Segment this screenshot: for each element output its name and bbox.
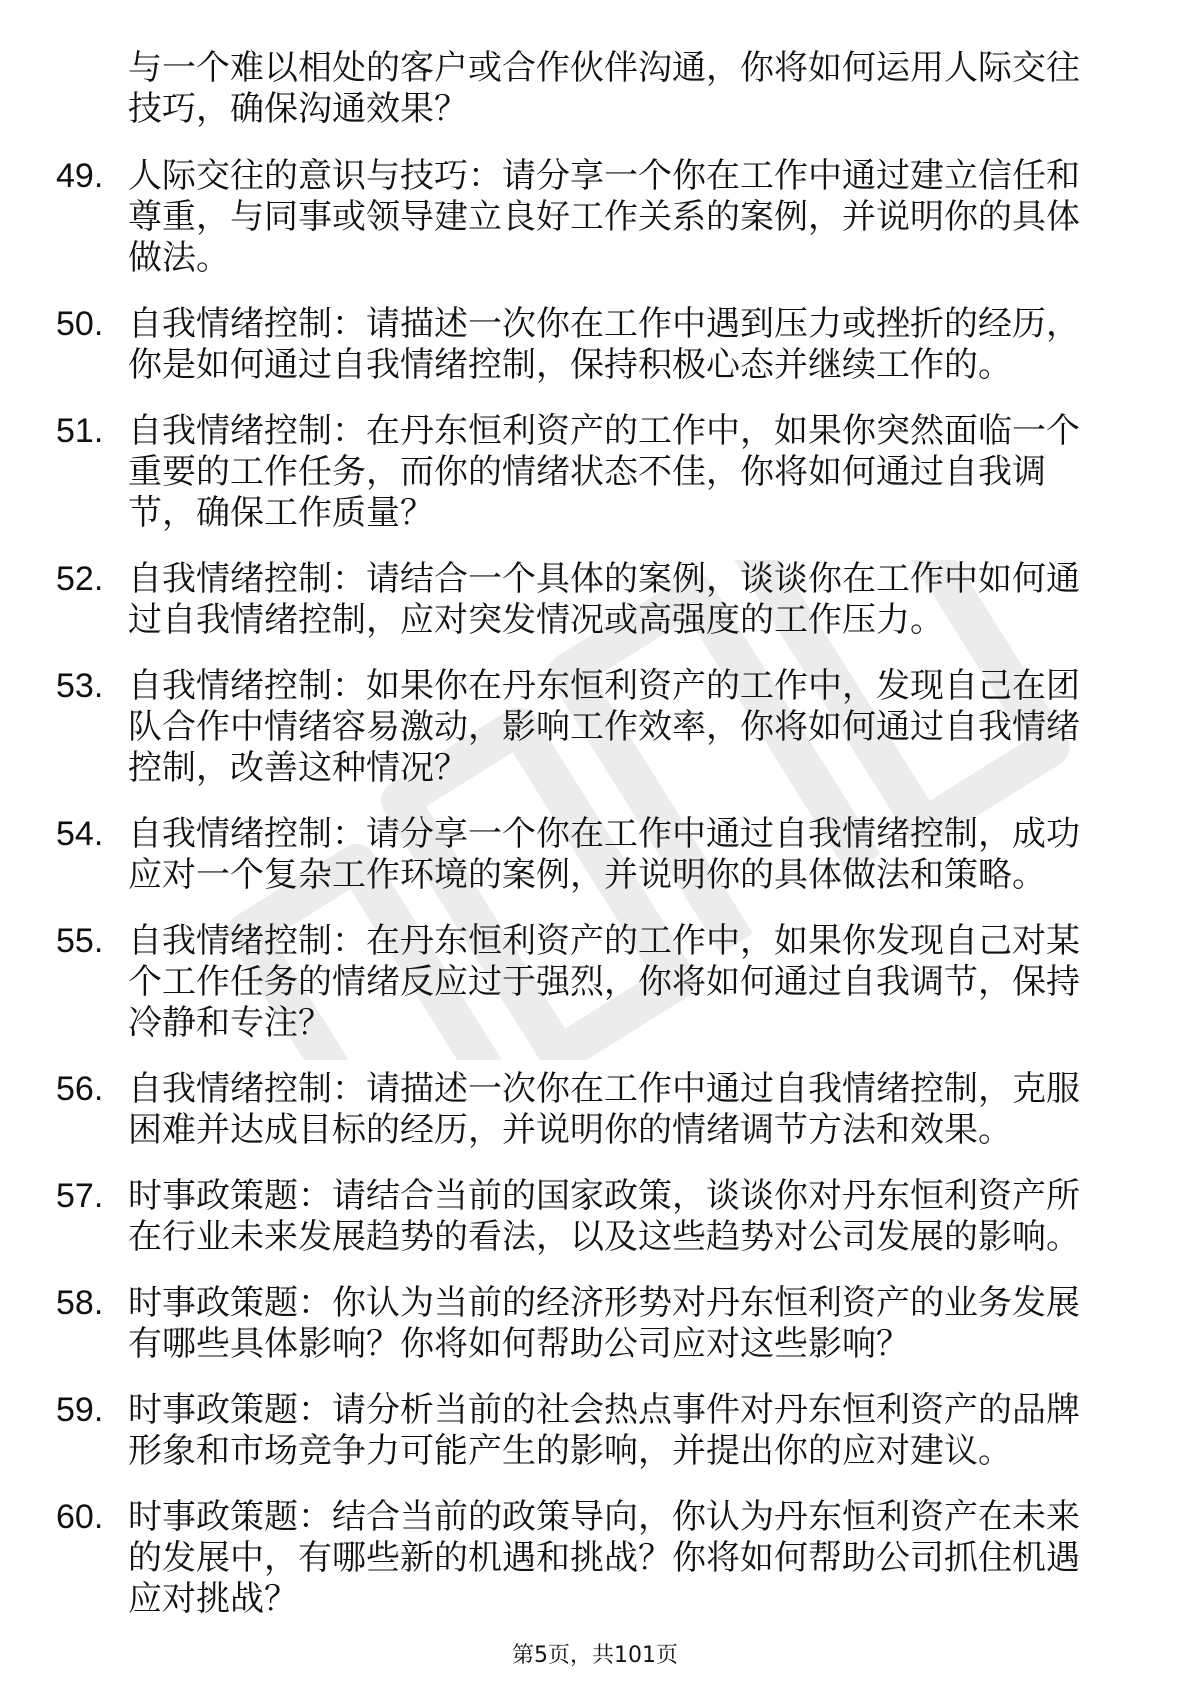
question-text: 自我情绪控制：在丹东恒利资产的工作中，如果你发现自己对某个工作任务的情绪反应过于强烈，你将如何通过自我调节，保持冷静和专注？ [128,921,1080,1043]
question-item [0,411,1190,534]
question-number: 57. [56,1177,104,1215]
question-item [0,666,1190,789]
question-item [0,1176,1190,1258]
question-item [0,304,1190,386]
question-text: 自我情绪控制：如果你在丹东恒利资产的工作中，发现自己在团队合作中情绪容易激动，影响工作效率，你将如何通过自我情绪控制，改善这种情况？ [128,666,1080,788]
question-number: 50. [56,305,104,343]
question-number: 60. [56,1498,104,1536]
question-list [0,48,1190,1645]
question-text: 时事政策题：请结合当前的国家政策，谈谈你对丹东恒利资产所在行业未来发展趋势的看法，以及这些趋势对公司发展的影响。 [128,1176,1080,1257]
question-item [0,1390,1190,1472]
question-text: 自我情绪控制：请描述一次你在工作中遇到压力或挫折的经历，你是如何通过自我情绪控制，保持积极心态并继续工作的。 [128,304,1080,385]
question-continuation-text: 与一个难以相处的客户或合作伙伴沟通，你将如何运用人际交往技巧，确保沟通效果？ [128,48,1080,129]
question-text: 时事政策题：结合当前的政策导向，你认为丹东恒利资产在未来的发展中，有哪些新的机遇和挑战？你将如何帮助公司抓住机遇应对挑战？ [128,1497,1080,1619]
question-text: 人际交往的意识与技巧：请分享一个你在工作中通过建立信任和尊重，与同事或领导建立良好工作关系的案例，并说明你的具体做法。 [128,156,1080,278]
question-item [0,1497,1190,1620]
question-text: 自我情绪控制：请分享一个你在工作中通过自我情绪控制，成功应对一个复杂工作环境的案例，并说明你的具体做法和策略。 [128,814,1080,895]
question-number: 52. [56,560,104,598]
question-item [0,1283,1190,1365]
question-text: 时事政策题：请分析当前的社会热点事件对丹东恒利资产的品牌形象和市场竞争力可能产生的影响，并提出你的应对建议。 [128,1390,1080,1471]
question-text: 时事政策题：你认为当前的经济形势对丹东恒利资产的业务发展有哪些具体影响？你将如何帮助公司应对这些影响？ [128,1283,1080,1364]
question-number: 54. [56,815,104,853]
question-text: 自我情绪控制：请结合一个具体的案例，谈谈你在工作中如何通过自我情绪控制，应对突发情况或高强度的工作压力。 [128,559,1080,640]
question-text: 自我情绪控制：在丹东恒利资产的工作中，如果你突然面临一个重要的工作任务，而你的情绪状态不佳，你将如何通过自我调节，确保工作质量？ [128,411,1080,533]
question-number: 56. [56,1070,104,1108]
question-number: 51. [56,412,104,450]
question-text: 自我情绪控制：请描述一次你在工作中通过自我情绪控制，克服困难并达成目标的经历，并说明你的情绪调节方法和效果。 [128,1069,1080,1150]
question-item [0,1069,1190,1151]
question-item [0,156,1190,279]
question-item [0,559,1190,641]
question-number: 53. [56,667,104,705]
page-number-footer: 第5页，共101页 [512,1643,678,1668]
question-number: 49. [56,157,104,195]
question-number: 58. [56,1284,104,1322]
question-number: 55. [56,922,104,960]
question-number: 59. [56,1391,104,1429]
question-item [0,921,1190,1044]
question-item [0,814,1190,896]
